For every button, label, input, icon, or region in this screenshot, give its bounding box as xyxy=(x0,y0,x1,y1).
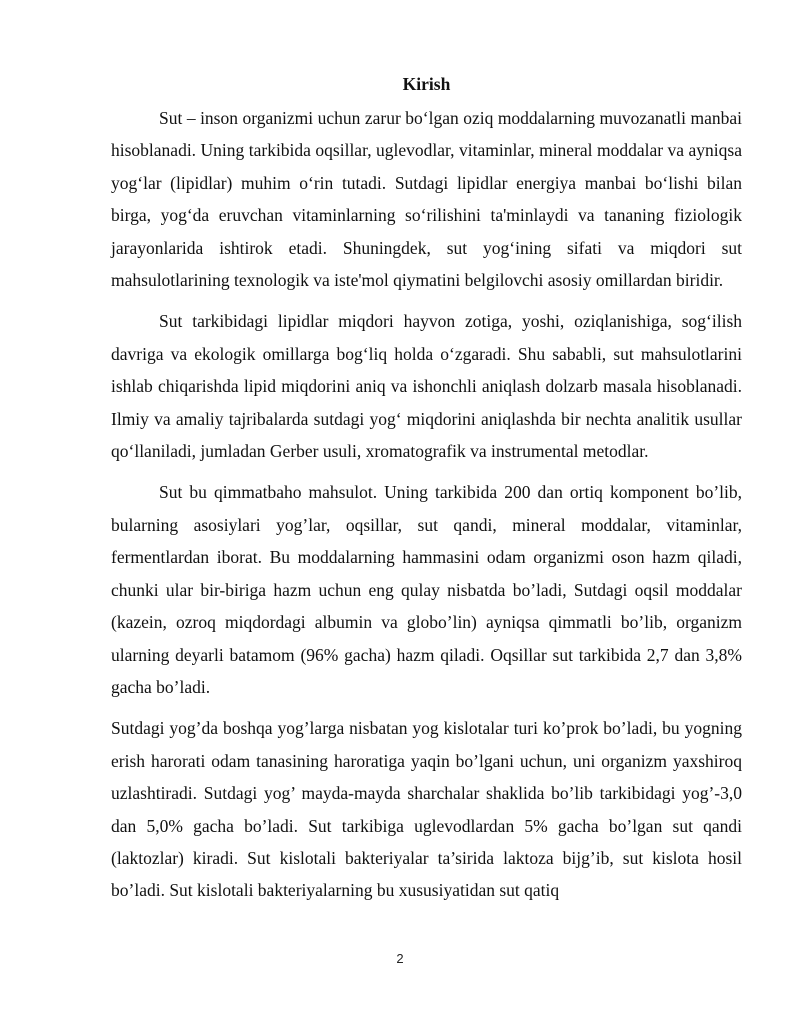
page-number: 2 xyxy=(396,951,404,966)
paragraph-milk-fat: Sutdagi yog’da boshqa yog’larga nisbatan yog kislotalar turi ko’prok bo’ladi, bu yogning erish harorati odam tanasining haroratiga yaqin bo’lgani uchun, uni organizm yaxshiroq uzlashtiradi. Sutdagi yog’ mayda-mayda sharchalar shaklida bo’lib tarkibidagi yog’-3,0 dan 5,0% gacha bo’ladi. Sut tarkibiga uglevodlardan 5% gacha bo’lgan sut qandi (laktozlar) kiradi. Sut kislotali bakteriyalar ta’sirida laktoza bijg’ib, sut kislota hosil bo’ladi. Sut kislotali bakteriyalarning bu xususiyatidan sut qatiq xyxy=(111,718,742,901)
paragraph-milk-composition: Sut bu qimmatbaho mahsulot. Uning tarkibida 200 dan ortiq komponent bo’lib, bularning asosiylari yog’lar, oqsillar, sut qandi, mineral moddalar, vitaminlar, fermentlardan iborat. Bu moddalarning hammasini odam organizmi oson hazm qiladi, chunki ular bir-biriga hazm uchun eng qulay nisbatda bo’ladi, Sutdagi oqsil moddalar (kazein, ozroq miqdordagi albumin va globo’lin) ayniqsa qimmatli bo’lib, organizm ularning deyarli batamom (96% gacha) hazm qiladi. Oqsillar sut tarkibida 2,7 dan 3,8% gacha bo’ladi. xyxy=(111,482,742,697)
document-body xyxy=(111,72,742,907)
section-title: Kirish xyxy=(402,74,451,94)
paragraph-intro-milk: Sut – inson organizmi uchun zarur bo‘lgan oziq moddalarning muvozanatli manbai hisoblanadi. Uning tarkibida oqsillar, uglevodlar, vitaminlar, mineral moddalar va ayniqsa yog‘lar (lipidlar) muhim o‘rin tutadi. Sutdagi lipidlar energiya manbai bo‘lishi bilan birga, yog‘da eruvchan vitaminlarning so‘rilishini ta'minlaydi va tananing fiziologik jarayonlarida ishtirok etadi. Shuningdek, sut yog‘ining sifati va miqdori sut mahsulotlarining texnologik va iste'mol qiymatini belgilovchi asosiy omillardan biridir. xyxy=(111,108,742,291)
paragraph-lipid-content: Sut tarkibidagi lipidlar miqdori hayvon zotiga, yoshi, oziqlanishiga, sog‘ilish davriga va ekologik omillarga bog‘liq holda o‘zgaradi. Shu sababli, sut mahsulotlarini ishlab chiqarishda lipid miqdorini aniq va ishonchli aniqlash dolzarb masala hisoblanadi. Ilmiy va amaliy tajribalarda sutdagi yog‘ miqdorini aniqlashda bir nechta analitik usullar qo‘llaniladi, jumladan Gerber usuli, xromatografik va instrumental metodlar. xyxy=(111,311,742,462)
